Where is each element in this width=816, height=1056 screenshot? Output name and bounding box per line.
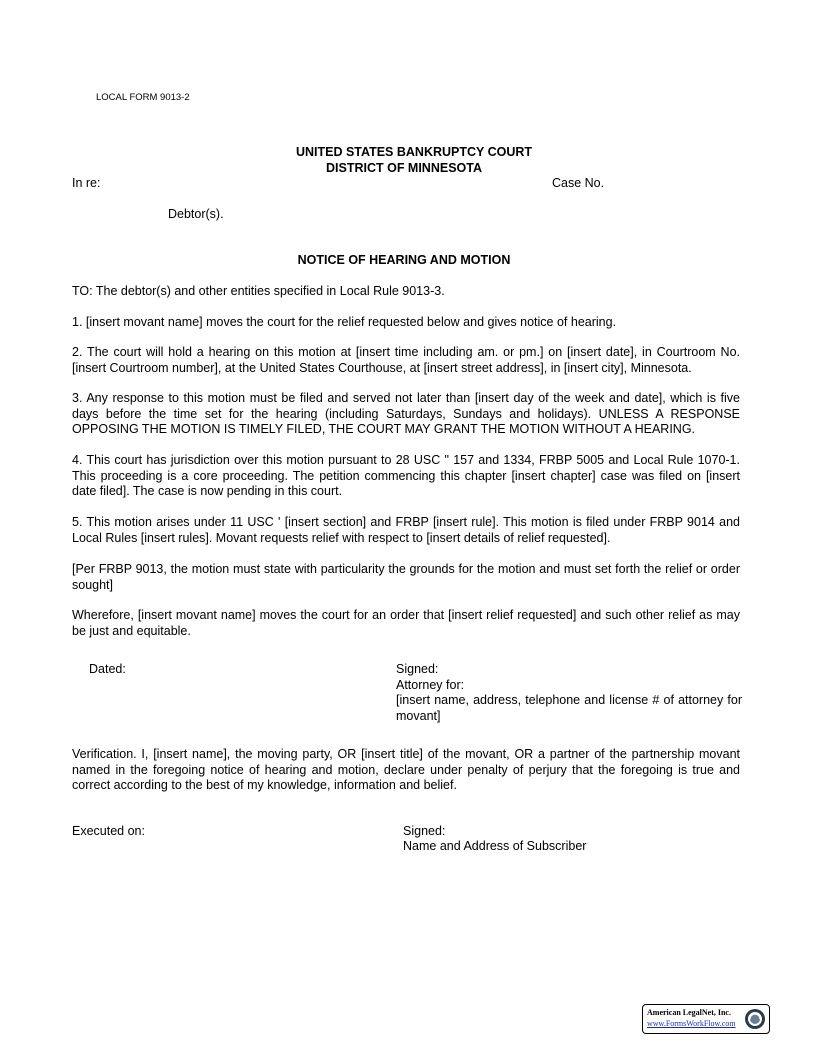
legalnet-badge [642, 1004, 770, 1034]
paragraph-1: 1. [insert movant name] moves the court for the relief requested below and gives notice of hearing. [72, 315, 617, 329]
paragraph-4: 4. This court has jurisdiction over this motion pursuant to 28 USC " 157 and 1334, FRBP 5005 and Local Rule 1070-1. This proceeding is a core proceeding. The petition commencing this chapter [insert chapter] case was filed on [insert date filed]. The case is now pending in this court. [72, 453, 740, 498]
court-name: UNITED STATES BANKRUPTCY COURT [295, 145, 533, 159]
paragraph-3: 3. Any response to this motion must be filed and served not later than [insert day of the week and date], which is five days before the time set for the hearing (including Saturdays, Sundays and holidays). UNLESS A RESPONSE OPPOSING THE MOTION IS TIMELY FILED, THE COURT MAY GRANT THE MOTION WITHOUT A HEARING. [72, 391, 740, 436]
paragraph-2: 2. The court will hold a hearing on this motion at [insert time including am. or pm.] on [insert date], in Courtroom No. [insert Courtroom number], at the United States Courthouse, at [insert street address], in [insert city], Minnesota. [72, 345, 740, 375]
signed-label: Signed: [396, 662, 439, 676]
form-id: LOCAL FORM 9013-2 [96, 92, 190, 103]
attorney-for-label: Attorney for: [396, 678, 465, 692]
paragraph-5: 5. This motion arises under 11 USC ' [insert section] and FRBP [insert rule]. This motion is filed under FRBP 9014 and Local Rules [insert rules]. Movant requests relief with respect to [insert details of relief requested]. [72, 515, 740, 545]
per-frbp-note: [Per FRBP 9013, the motion must state with particularity the grounds for the motion and must set forth the relief or order sought] [72, 562, 740, 592]
in-re-label: In re: [72, 176, 101, 190]
subscriber-label: Name and Address of Subscriber [403, 839, 587, 853]
court-district: DISTRICT OF MINNESOTA [325, 161, 482, 175]
badge-company: American LegalNet, Inc. [647, 1008, 731, 1017]
dated-label: Dated: [89, 662, 126, 676]
badge-url-link[interactable]: www.FormsWorkFlow.com [647, 1019, 736, 1028]
to-paragraph: TO: The debtor(s) and other entities specified in Local Rule 9013-3. [72, 284, 445, 298]
document-title: NOTICE OF HEARING AND MOTION [297, 253, 511, 267]
wherefore-paragraph: Wherefore, [insert movant name] moves the court for an order that [insert relief requested] and such other relief as may be just and equitable. [72, 608, 740, 638]
globe-logo-icon [744, 1008, 766, 1030]
executed-on-label: Executed on: [72, 824, 145, 838]
debtors-label: Debtor(s). [168, 207, 224, 221]
executed-signed-label: Signed: [403, 824, 446, 838]
attorney-info: [insert name, address, telephone and license # of attorney for movant] [396, 693, 742, 723]
case-number-label: Case No. [552, 176, 605, 190]
verification-paragraph: Verification. I, [insert name], the moving party, OR [insert title] of the movant, OR a partner of the partnership movant named in the foregoing notice of hearing and motion, declare under penalty of perjury that the foregoing is true and correct according to the best of my knowledge, information and belief. [72, 747, 740, 792]
